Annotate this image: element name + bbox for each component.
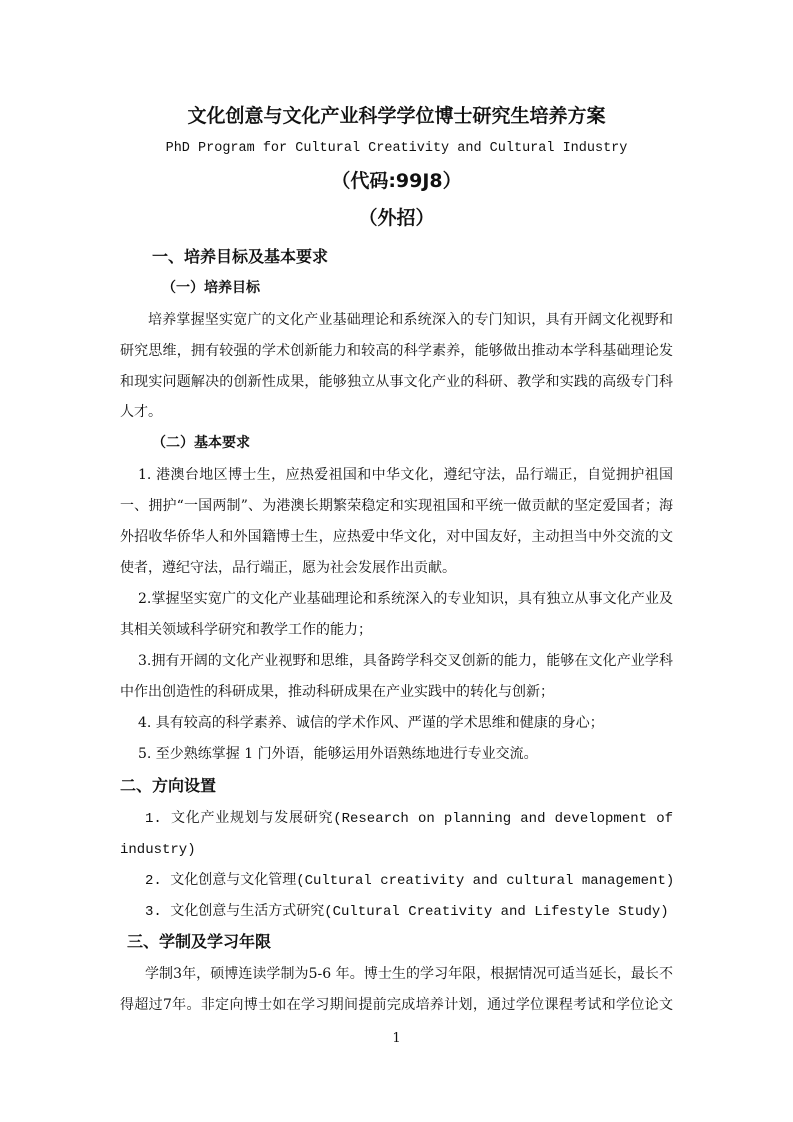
requirement-line: 1. 港澳台地区博士生，应热爱祖国和中华文化，遵纪守法，品行端正，自觉拥护祖国 [138, 467, 673, 483]
direction-item: 1. 文化产业规划与发展研究(Research on planning and development of [145, 811, 673, 827]
document-subtitle-en: PhD Program for Cultural Creativity and Cultural Industry [165, 141, 628, 156]
direction-item: 3. 文化创意与生活方式研究(Cultural Creativity and Lifestyle Study) [145, 904, 669, 920]
requirement-line: 一、拥护“一国两制”、为港澳长期繁荣稳定和实现祖国和平统一做贡献的坚定爱国者；海 [120, 498, 673, 514]
paragraph-line: 研究思维，拥有较强的学术创新能力和较高的科学素养，能够做出推动本学科基础理论发 [120, 343, 673, 359]
requirement-line: 外招收华侨华人和外国籍博士生，应热爱中华文化，对中国友好，主动担当中外交流的文 [120, 529, 673, 545]
requirement-line: 使者，遵纪守法，品行端正，愿为社会发展作出贡献。 [120, 560, 456, 576]
paragraph-line: 人才。 [120, 404, 162, 420]
requirement-line: 3.拥有开阔的文化产业视野和思维，具备跨学科交叉创新的能力，能够在文化产业学科 [138, 653, 673, 669]
requirement-line: 中作出创造性的科研成果，推动科研成果在产业实践中的转化与创新； [120, 684, 554, 700]
requirement-line: 4. 具有较高的科学素养、诚信的学术作风、严谨的学术思维和健康的身心； [138, 715, 604, 731]
requirement-line: 其相关领域科学研究和教学工作的能力； [120, 622, 372, 638]
section2-heading: 二、方向设置 [120, 776, 217, 795]
requirement-line: 5. 至少熟练掌握 1 门外语，能够运用外语熟练地进行专业交流。 [138, 746, 538, 762]
section1-sub2-heading: （二）基本要求 [152, 435, 250, 451]
document-title: 文化创意与文化产业科学学位博士研究生培养方案 [187, 105, 606, 127]
recruit-type: （外招） [358, 207, 435, 229]
paragraph-line: 得超过7年。非定向博士如在学习期间提前完成培养计划，通过学位课程考试和学位论文 [120, 997, 673, 1013]
requirement-line: 2.掌握坚实宽广的文化产业基础理论和系统深入的专业知识，具有独立从事文化产业及 [138, 591, 673, 607]
paragraph-line: 学制3年，硕博连读学制为5-6 年。博士生的学习年限，根据情况可适当延长，最长不 [145, 966, 673, 982]
section1-heading: 一、培养目标及基本要求 [152, 247, 329, 266]
section3-heading: 三、学制及学习年限 [127, 932, 272, 951]
section1-sub1-heading: （一）培养目标 [162, 280, 260, 296]
direction-item: industry) [120, 842, 196, 858]
paragraph-line: 培养掌握坚实宽广的文化产业基础理论和系统深入的专门知识，具有开阔文化视野和 [148, 312, 673, 328]
program-code: （代码:99J8） [331, 170, 462, 192]
paragraph-line: 和现实问题解决的创新性成果，能够独立从事文化产业的科研、教学和实践的高级专门科 [120, 374, 673, 390]
page-number: 1 [392, 1031, 401, 1046]
direction-item: 2. 文化创意与文化管理(Cultural creativity and cultural management) [145, 873, 675, 889]
